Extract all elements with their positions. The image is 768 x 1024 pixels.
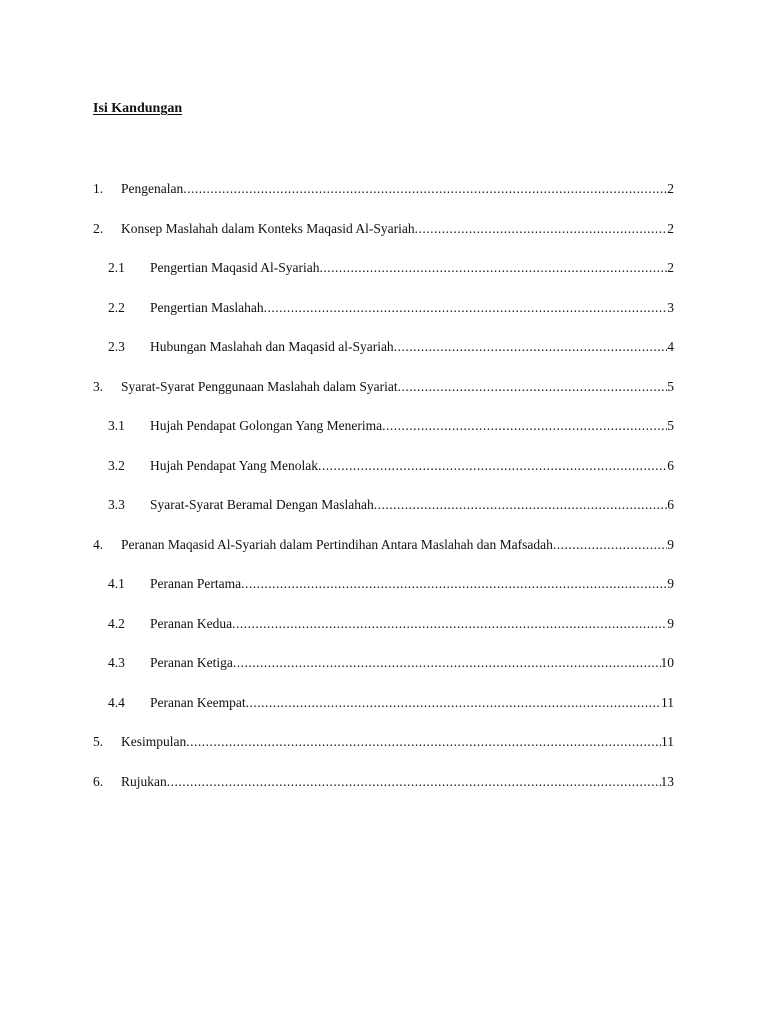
- toc-entry-title[interactable]: Peranan Ketiga: [150, 655, 233, 670]
- toc-entry-page-number: 6: [667, 497, 674, 512]
- toc-entry-line: [150, 336, 674, 358]
- toc-dot-leader: [233, 652, 661, 674]
- toc-entry-line: [150, 613, 674, 635]
- toc-dot-leader: [264, 297, 668, 319]
- toc-entry-number: 2.1: [108, 260, 125, 275]
- toc-entry-number: 4.4: [108, 695, 125, 710]
- toc-entry-line: [150, 297, 674, 319]
- toc-dot-leader: [186, 731, 661, 753]
- toc-entry[interactable]: [0, 178, 768, 200]
- toc-entry-page-number: 11: [661, 695, 674, 710]
- toc-entry-page-number: 9: [667, 537, 674, 552]
- toc-entry-page-number: 4: [667, 339, 674, 354]
- toc-dot-leader: [241, 573, 667, 595]
- toc-dot-leader: [374, 494, 667, 516]
- toc-entry-line: [121, 218, 674, 240]
- toc-entry-number: 4.: [93, 537, 104, 552]
- toc-entry[interactable]: [0, 613, 768, 635]
- toc-dot-leader: [382, 415, 667, 437]
- toc-heading: Isi Kandungan: [93, 101, 183, 116]
- toc-entry[interactable]: [0, 336, 768, 358]
- toc-entry-number: 4.1: [108, 576, 125, 591]
- toc-entry-title[interactable]: Pengertian Maqasid Al-Syariah: [150, 260, 320, 275]
- toc-entry-page-number: 5: [667, 379, 674, 394]
- toc-entry-number: 2.: [93, 221, 104, 236]
- toc-entry[interactable]: [0, 731, 768, 753]
- toc-entry-number: 3.3: [108, 497, 125, 512]
- toc-entry-page-number: 9: [667, 616, 674, 631]
- toc-dot-leader: [553, 534, 667, 556]
- toc-entry-line: [121, 534, 674, 556]
- toc-entry-number: 2.3: [108, 339, 125, 354]
- toc-dot-leader: [232, 613, 667, 635]
- toc-dot-leader: [319, 257, 667, 279]
- toc-dot-leader: [183, 178, 667, 200]
- toc-entry-line: [121, 178, 674, 200]
- toc-entry-title[interactable]: Peranan Kedua: [150, 616, 233, 631]
- toc-entry-page-number: 2: [667, 221, 674, 236]
- toc-entry-number: 3.: [93, 379, 104, 394]
- toc-entry-page-number: 6: [667, 458, 674, 473]
- toc-entry-line: [150, 573, 674, 595]
- toc-entry-title[interactable]: Peranan Keempat: [150, 695, 246, 710]
- toc-entry[interactable]: [0, 652, 768, 674]
- toc-entry[interactable]: [0, 297, 768, 319]
- toc-entry-number: 4.3: [108, 655, 125, 670]
- toc-entry-title[interactable]: Kesimpulan: [121, 734, 187, 749]
- toc-entry-title[interactable]: Pengenalan: [121, 181, 184, 196]
- toc-entry-title[interactable]: Syarat-Syarat Beramal Dengan Maslahah: [150, 497, 374, 512]
- toc-dot-leader: [246, 692, 661, 714]
- toc-entry-title[interactable]: Konsep Maslahah dalam Konteks Maqasid Al-Syariah: [121, 221, 415, 236]
- toc-dot-leader: [167, 771, 661, 793]
- toc-entry[interactable]: [0, 218, 768, 240]
- toc-entry[interactable]: [0, 534, 768, 556]
- toc-dot-leader: [415, 218, 668, 240]
- toc-entry-line: [150, 455, 674, 477]
- toc-entry-number: 3.2: [108, 458, 125, 473]
- toc-entry-line: [150, 652, 674, 674]
- toc-entry-title[interactable]: Hujah Pendapat Yang Menolak: [150, 458, 318, 473]
- toc-entry-title[interactable]: Pengertian Maslahah: [150, 300, 264, 315]
- toc-entry-title[interactable]: Syarat-Syarat Penggunaan Maslahah dalam Syariat: [121, 379, 398, 394]
- toc-dot-leader: [318, 455, 667, 477]
- toc-entry-page-number: 5: [667, 418, 674, 433]
- toc-entry-line: [150, 692, 674, 714]
- toc-entry-line: [150, 494, 674, 516]
- toc-entry-title[interactable]: Peranan Pertama: [150, 576, 242, 591]
- toc-entry-page-number: 13: [660, 774, 674, 789]
- toc-entry-page-number: 2: [667, 181, 674, 196]
- toc-entry[interactable]: [0, 494, 768, 516]
- toc-entry-number: 4.2: [108, 616, 125, 631]
- toc-entry-number: 5.: [93, 734, 104, 749]
- toc-entry[interactable]: [0, 455, 768, 477]
- toc-entry-number: 1.: [93, 181, 104, 196]
- toc-entry-title[interactable]: Hujah Pendapat Golongan Yang Menerima: [150, 418, 383, 433]
- toc-entry[interactable]: [0, 771, 768, 793]
- toc-dot-leader: [398, 376, 668, 398]
- toc-entry-line: [150, 257, 674, 279]
- toc-dot-leader: [394, 336, 668, 358]
- toc-entry-number: 3.1: [108, 418, 125, 433]
- toc-entry-page-number: 2: [667, 260, 674, 275]
- toc-entry[interactable]: [0, 573, 768, 595]
- toc-entry-title[interactable]: Rujukan: [121, 774, 167, 789]
- toc-entry-title[interactable]: Peranan Maqasid Al-Syariah dalam Pertindihan Antara Maslahah dan Mafsadah: [121, 537, 553, 552]
- toc-entry-page-number: 10: [660, 655, 674, 670]
- toc-entry[interactable]: [0, 257, 768, 279]
- toc-entry-line: [121, 771, 674, 793]
- toc-entry-number: 2.2: [108, 300, 125, 315]
- toc-entry-page-number: 3: [667, 300, 674, 315]
- toc-entry-page-number: 11: [661, 734, 674, 749]
- toc-entry-line: [150, 415, 674, 437]
- toc-entry-title[interactable]: Hubungan Maslahah dan Maqasid al-Syariah: [150, 339, 394, 354]
- toc-entry-line: [121, 731, 674, 753]
- toc-entry[interactable]: [0, 692, 768, 714]
- toc-entry-line: [121, 376, 674, 398]
- toc-entry[interactable]: [0, 376, 768, 398]
- toc-entry[interactable]: [0, 415, 768, 437]
- toc-entry-page-number: 9: [667, 576, 674, 591]
- toc-entry-number: 6.: [93, 774, 104, 789]
